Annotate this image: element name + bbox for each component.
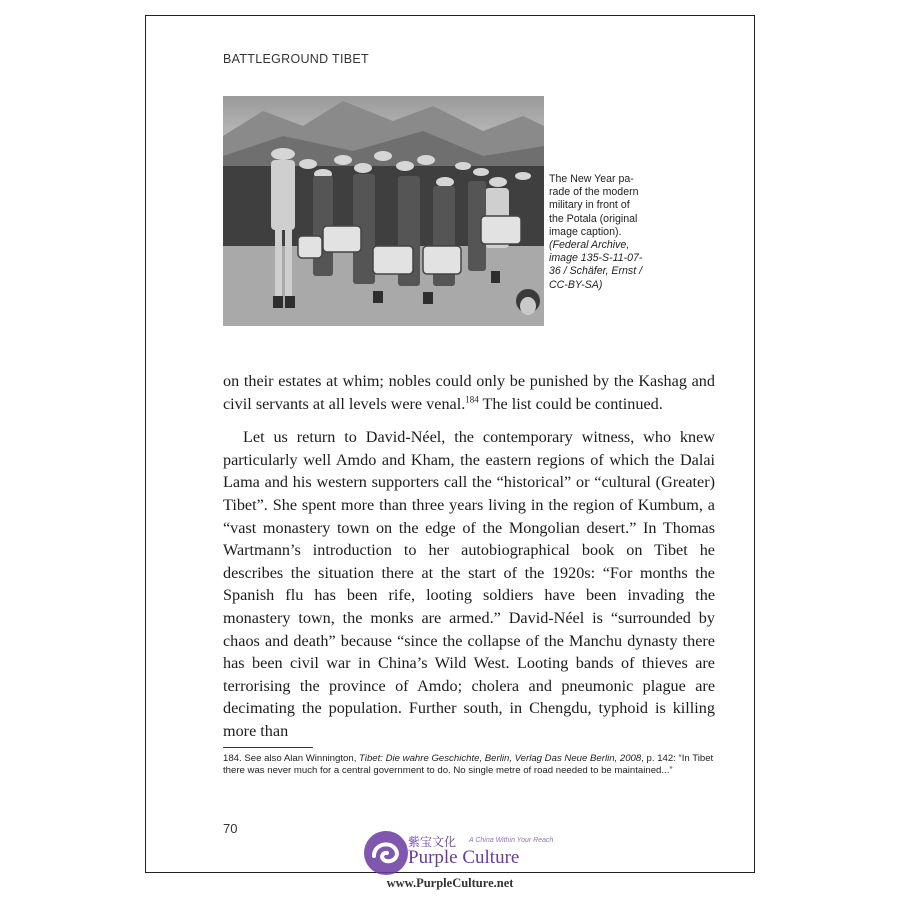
figure-caption	[549, 173, 679, 292]
footnote-text-tail: , p. 142: “In Tibet there was never much for a central government to do. No single metre of road needed to be maintained...”	[223, 753, 714, 777]
caption-line: the Potala (original	[549, 212, 638, 225]
caption-line: rade of the modern	[549, 186, 639, 199]
credit-line: image 135-S-11-07-	[549, 252, 643, 265]
running-head: BATTLEGROUND TIBET	[223, 52, 369, 66]
caption-line: military in front of	[549, 199, 630, 212]
footnote-text: See also Alan Winnington,	[241, 753, 360, 764]
footnote-divider	[223, 747, 313, 748]
watermark-tagline: A China Within Your Reach	[469, 837, 554, 844]
purple-culture-logo-icon	[360, 828, 412, 878]
watermark-name: Purple Culture	[408, 847, 520, 868]
paragraph-1-tail: The list could be continued.	[478, 394, 663, 413]
footnote-reference: 184	[465, 394, 479, 405]
book-page	[145, 15, 755, 873]
footnote-title: Tibet: Die wahre Geschichte, Berlin, Verlag Das Neue Berlin, 2008	[359, 753, 642, 764]
watermark-url: www.PurpleCulture.net	[386, 876, 514, 890]
footnote-number: 184.	[223, 753, 242, 764]
paragraph-2: Let us return to David-Néel, the contemporary witness, who knew particularly well Amdo and Kham, the eastern regions of which the Dalai Lama and his western supporters call the “historical” or “cultural (Greater) Tibet”. She spent more than three years living in the region of Kumbum, a “vast monastery town on the edge of the Mongolian desert.” In Thomas Wartmann’s introduction to her autobiographical book on Tibet he describes the situation there at the start of the 1920s: “For months the Spanish flu has been rife, looting soldiers have been invading the monastery town, the monks are armed.” David-Néel is “surrounded by chaos and death” because “since the collapse of the Manchu dynasty there has been civil war in China’s Wild West. Looting bands of thieves are terrorising the province of Amdo; cholera and pneumonic plague are decimating the population. Further south, in Chengdu, typhoid is killing more than	[223, 428, 715, 740]
page-number: 70	[223, 821, 238, 836]
paragraph-1	[223, 370, 715, 415]
caption-line: The New Year pa-	[549, 173, 634, 185]
watermark-chinese: 紫宝文化	[408, 835, 457, 849]
body-text	[223, 370, 715, 743]
credit-line: 36 / Schäfer, Ernst /	[549, 265, 643, 278]
credit-line: (Federal Archive,	[549, 239, 630, 252]
parade-photo	[223, 96, 544, 326]
paragraph-1-text: on their estates at whim; nobles could only be punished by the Kashag and civil servants at all levels were venal.	[223, 372, 715, 413]
caption-line: image caption).	[549, 225, 622, 238]
footnote	[223, 753, 715, 778]
credit-line: CC-BY-SA)	[549, 278, 603, 291]
